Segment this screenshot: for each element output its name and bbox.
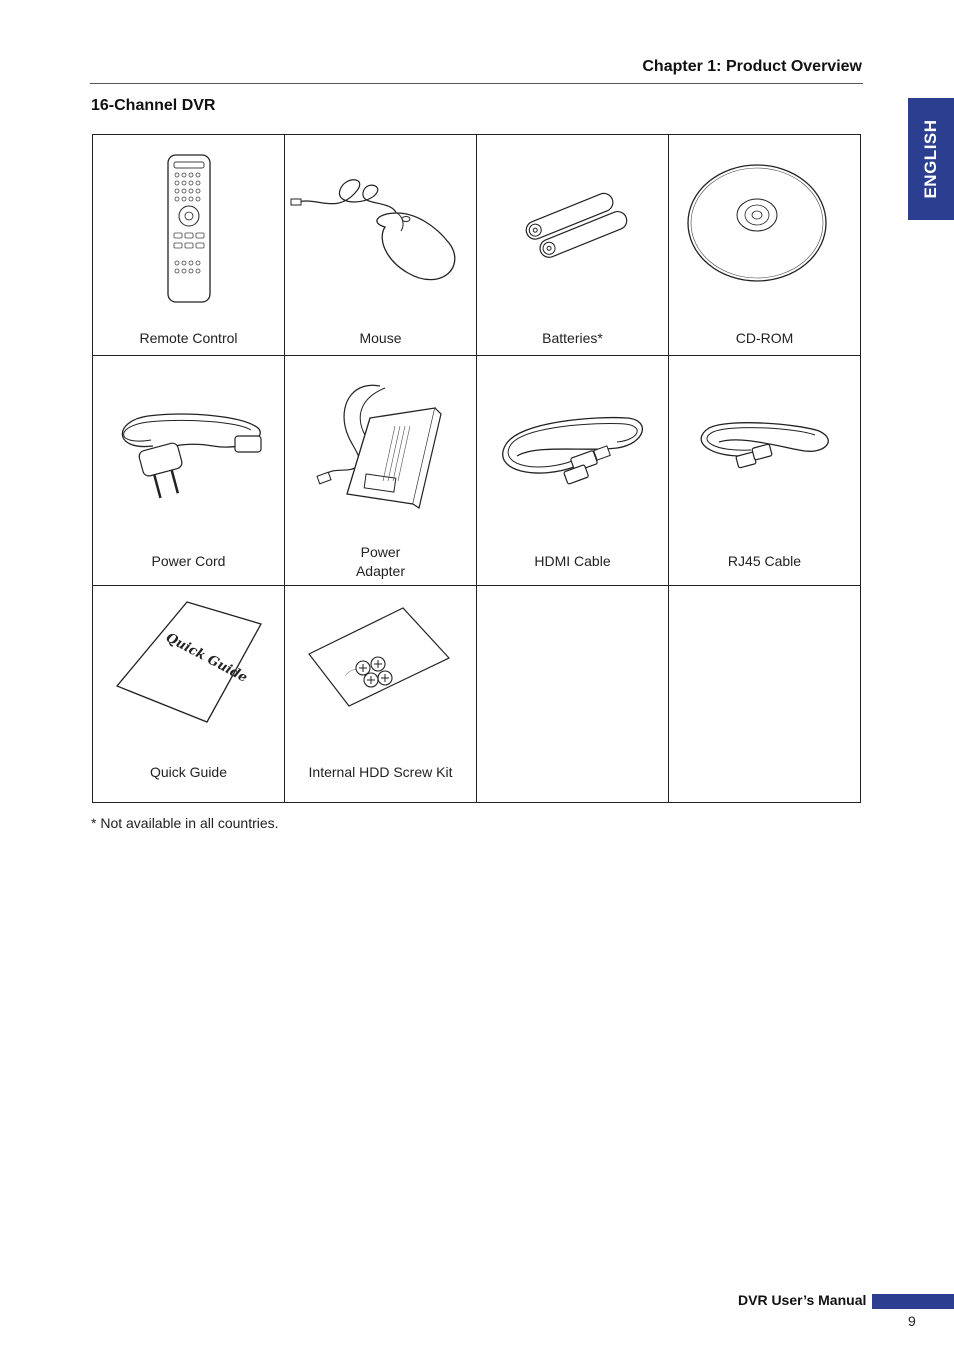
- item-label: Mouse: [359, 330, 402, 346]
- item-label: Power Cord: [151, 553, 226, 569]
- item-label: Remote Control: [139, 330, 238, 346]
- footer-accent-bar: [872, 1294, 954, 1309]
- power-cord-image: [93, 356, 284, 526]
- language-tab-label: ENGLISH: [921, 119, 940, 199]
- item-label: CD-ROM: [735, 330, 794, 346]
- footnote: * Not available in all countries.: [91, 815, 279, 831]
- item-cell-power-adapter: [285, 356, 477, 586]
- item-cell-rj45-cable: [669, 356, 861, 586]
- remote-control-image: [93, 135, 284, 305]
- item-label: Quick Guide: [149, 764, 228, 780]
- language-tab: [908, 98, 954, 220]
- section-title: 16-Channel DVR: [91, 97, 216, 114]
- chapter-title: Chapter 1: Product Overview: [642, 58, 862, 75]
- header-rule: [90, 83, 863, 84]
- page-number: 9: [908, 1313, 916, 1329]
- item-label: HDMI Cable: [534, 553, 611, 569]
- item-cell-cd-rom: [669, 135, 861, 356]
- mouse-image: [285, 135, 476, 305]
- power-adapter-image: [285, 356, 476, 526]
- quick-guide-image: [93, 586, 284, 756]
- quick-guide-cover-text: Quick Guide: [163, 630, 250, 686]
- item-cell-screw-kit: [285, 586, 477, 803]
- item-label: Batteries*: [542, 330, 603, 346]
- batteries-image: [477, 135, 668, 305]
- item-label-line1: Power: [360, 544, 401, 560]
- item-cell-empty: [477, 586, 669, 803]
- item-cell-quick-guide: [93, 586, 285, 803]
- item-cell-hdmi-cable: [477, 356, 669, 586]
- item-cell-batteries: [477, 135, 669, 356]
- item-label: RJ45 Cable: [727, 553, 802, 569]
- screw-kit-image: [285, 586, 476, 756]
- item-cell-empty: [669, 586, 861, 803]
- item-label-line2: Adapter: [355, 563, 406, 579]
- item-cell-remote-control: [93, 135, 285, 356]
- rj45-cable-image: [669, 356, 860, 526]
- package-contents-table: [92, 134, 861, 803]
- item-label: Internal HDD Screw Kit: [308, 764, 453, 780]
- hdmi-cable-image: [477, 356, 668, 526]
- item-cell-mouse: [285, 135, 477, 356]
- cd-rom-image: [669, 135, 860, 305]
- footer-manual-title: DVR User’s Manual: [738, 1292, 867, 1308]
- item-cell-power-cord: [93, 356, 285, 586]
